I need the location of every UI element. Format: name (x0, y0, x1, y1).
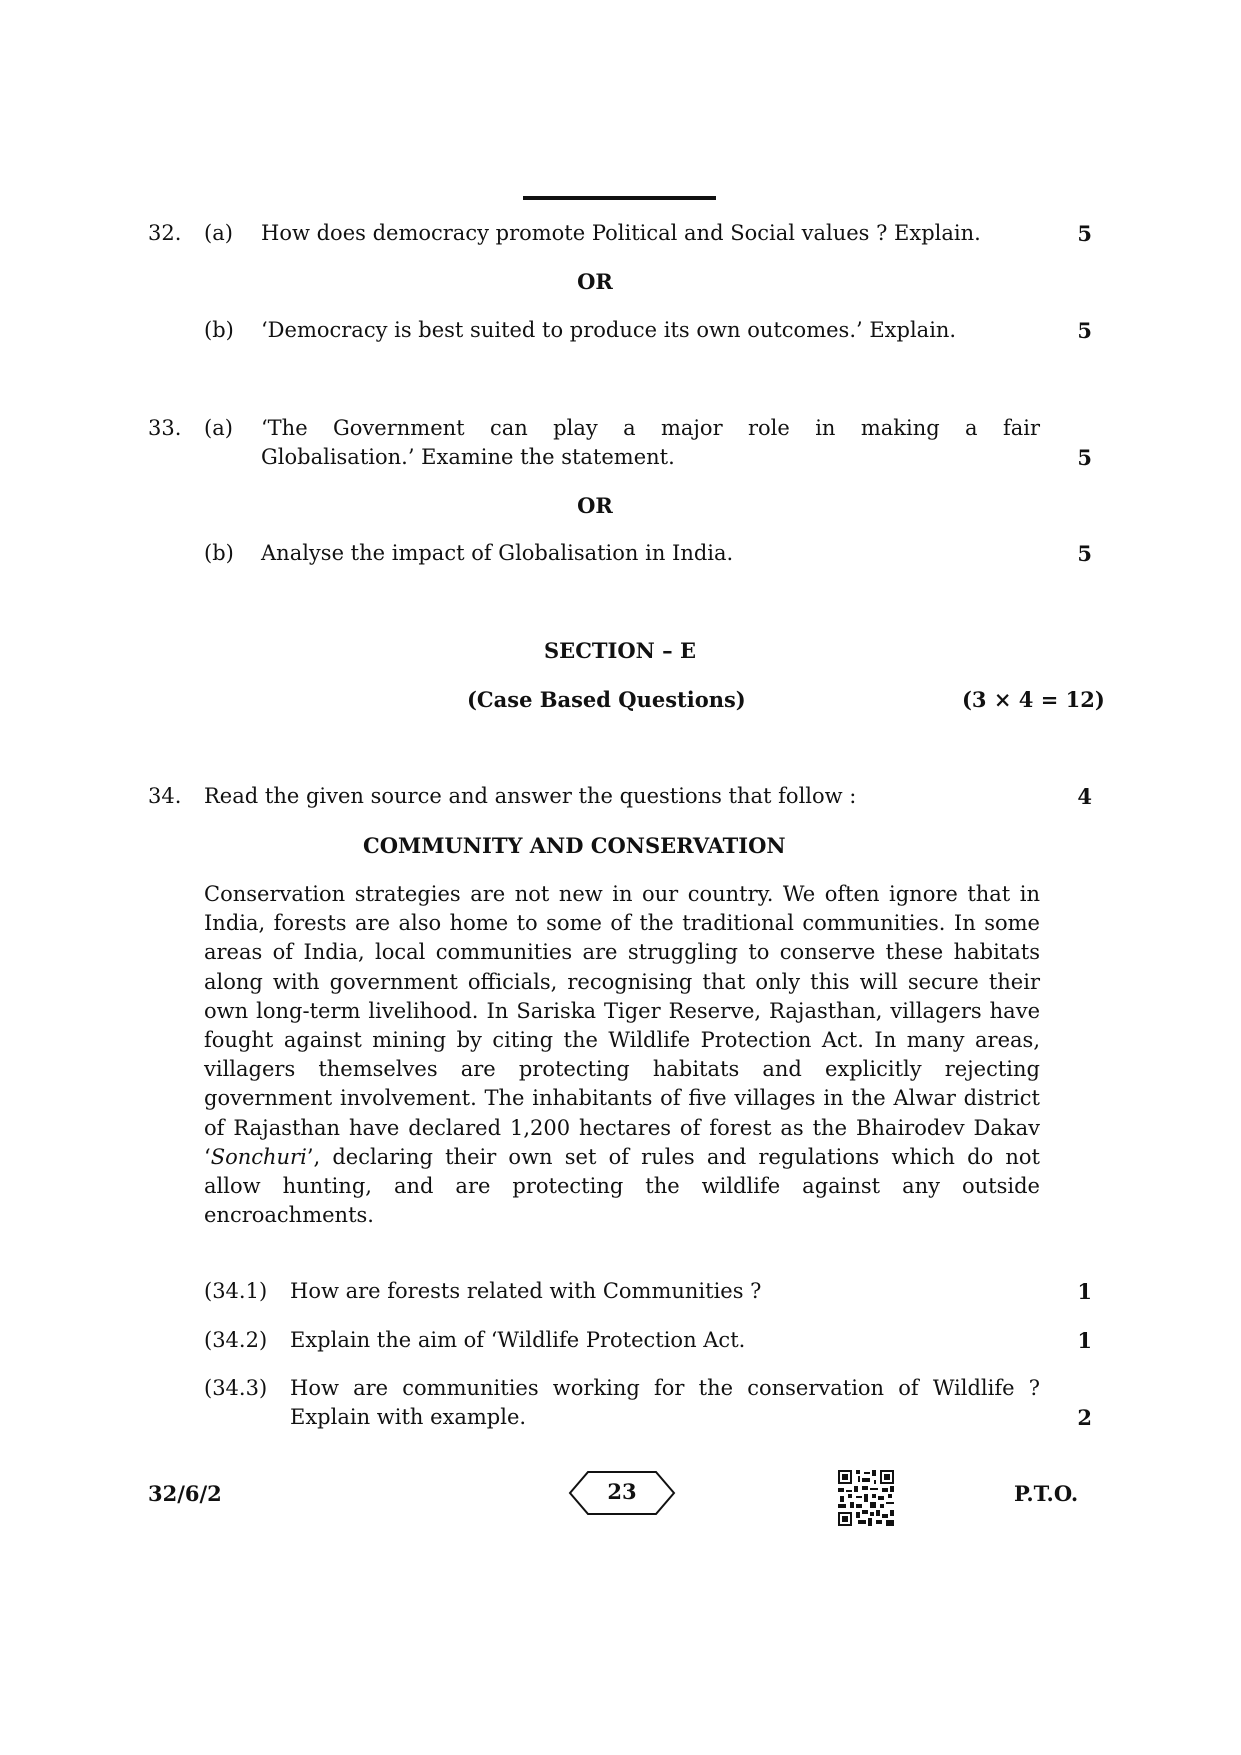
subquestion-marks: 1 (1077, 1279, 1092, 1304)
passage-heading: COMMUNITY AND CONSERVATION (363, 833, 786, 858)
q33-part-b-label: (b) (204, 541, 234, 565)
subquestion-marks: 1 (1077, 1328, 1092, 1353)
q34-marks: 4 (1077, 784, 1092, 809)
q32-or: OR (577, 269, 613, 294)
q32-part-a-marks: 5 (1077, 221, 1092, 246)
q33-part-a-line1: ‘The Government can play a major role in making a fair (261, 416, 1040, 440)
q32-part-a-text: How does democracy promote Political and Social values ? Explain. (261, 221, 981, 245)
q33-part-a-label: (a) (204, 416, 233, 440)
section-marks: (3 × 4 = 12) (962, 687, 1105, 712)
subquestion-label: (34.3) (204, 1376, 268, 1400)
paper-code: 32/6/2 (148, 1481, 222, 1506)
subquestion-text-line2: Explain with example. (290, 1405, 527, 1429)
question-number-32: 32. (148, 221, 182, 245)
q32-part-b-text: ‘Democracy is best suited to produce its own outcomes.’ Explain. (261, 318, 957, 342)
subquestion-text: How are forests related with Communities ? (290, 1279, 762, 1303)
subquestion-marks: 2 (1077, 1405, 1092, 1430)
q33-or: OR (577, 493, 613, 518)
question-number-33: 33. (148, 416, 182, 440)
source-passage (204, 880, 1040, 1230)
subquestion-label: (34.1) (204, 1279, 268, 1303)
page-number-badge (568, 1471, 676, 1515)
subquestion-label: (34.2) (204, 1328, 268, 1352)
subquestion-text: Explain the aim of ‘Wildlife Protection Act. (290, 1328, 746, 1352)
page-number: 23 (607, 1479, 637, 1504)
q33-part-b-text: Analyse the impact of Globalisation in India. (261, 541, 734, 565)
qr-code-icon (838, 1470, 894, 1526)
q33-part-b-marks: 5 (1077, 541, 1092, 566)
q33-part-a-marks: 5 (1077, 445, 1092, 470)
passage-italic-term: Sonchuri (210, 1144, 307, 1169)
please-turn-over: P.T.O. (1014, 1481, 1079, 1506)
q32-part-a-label: (a) (204, 221, 233, 245)
q32-part-b-label: (b) (204, 318, 234, 342)
q34-instruction: Read the given source and answer the questions that follow : (204, 784, 857, 808)
section-title: SECTION – E (544, 638, 696, 663)
passage-main-text: Conservation strategies are not new in our country. We often ignore that in India, forests are also home to some of the traditional communities. In some areas of India, local communities are struggling to conserve these habitats along with government officials, recognising that only this will secure their own long-term livelihood. In Sariska Tiger Reserve, Rajasthan, villagers have fought against mining by citing the Wildlife Protection Act. In many areas, villagers themselves are protecting habitats and explicitly rejecting government involvement. The inhabitants of five villages in the Alwar district of Rajasthan have declared 1,200 hectares of forest as the Bhairodev Dakav ‘ (204, 882, 1040, 1169)
q33-part-a-line2: Globalisation.’ Examine the statement. (261, 445, 675, 469)
top-divider (523, 196, 716, 200)
question-number-34: 34. (148, 784, 182, 808)
section-subtitle: (Case Based Questions) (467, 687, 746, 712)
passage-ending-text: ’, declaring their own set of rules and regulations which do not allow hunting, and are protecting the wildlife against any outside encroachments. (204, 1144, 1040, 1228)
subquestion-text-line1: How are communities working for the conservation of Wildlife ? (290, 1376, 1040, 1400)
q32-part-b-marks: 5 (1077, 318, 1092, 343)
